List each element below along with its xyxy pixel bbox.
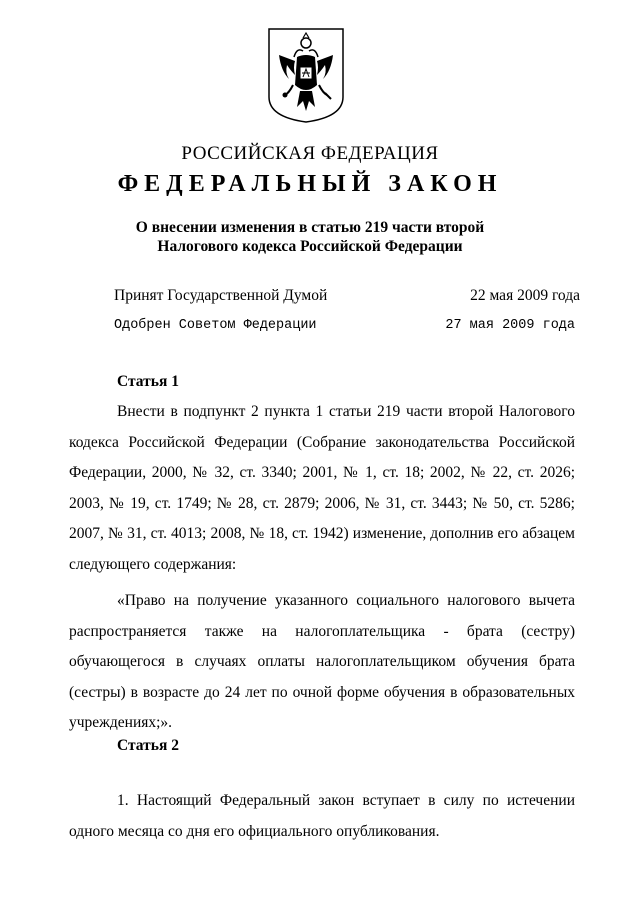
article-2-text: 1. Настоящий Федеральный закон вступает в силу по истечении одного месяца со дня его официального опубликования. bbox=[69, 792, 575, 840]
law-type-title: ФЕДЕРАЛЬНЫЙ ЗАКОН bbox=[117, 171, 503, 197]
law-subject-line-2: Налогового кодекса Российской Федерации bbox=[157, 238, 463, 255]
law-subject-line-1: О внесении изменения в статью 219 части второй bbox=[135, 219, 485, 236]
article-1-quote: «Право на получение указанного социального налогового вычета распространяется также на налогоплательщика - брата (сестру) обучающегося в случаях оплаты налогоплательщиком обучения брата (сестры) в возрасте до 24 лет по очной форме обучения в образовательных учреждениях;». bbox=[69, 592, 575, 731]
country-name: РОССИЙСКАЯ ФЕДЕРАЦИЯ bbox=[181, 143, 439, 164]
article-2-heading: Статья 2 bbox=[117, 737, 179, 754]
duma-adoption-label: Принят Государственной Думой bbox=[114, 287, 328, 304]
council-approval-date: 27 мая 2009 года bbox=[445, 318, 575, 333]
article-1-heading: Статья 1 bbox=[117, 373, 179, 390]
article-1-text: Внести в подпункт 2 пункта 1 статьи 219 части второй Налогового кодекса Российской Федерации (Собрание законодательства Российской Федерации, 2000, № 32, ст. 3340; 2001, № 1, ст. 18; 2002, № 22, ст. 2026; 2003, № 19, ст. 1749; № 28, ст. 2879; 2006, № 31, ст. 3443; № 50, ст. 5286; 2007, № 31, ст. 4013; 2008, № 18, ст. 1942) изменение, дополнив его абзацем следующего содержания: bbox=[69, 403, 575, 573]
coat-of-arms-emblem bbox=[267, 27, 345, 124]
council-approval-label: Одобрен Советом Федерации bbox=[114, 318, 317, 333]
duma-adoption-date: 22 мая 2009 года bbox=[470, 287, 580, 304]
law-subject bbox=[0, 218, 620, 256]
